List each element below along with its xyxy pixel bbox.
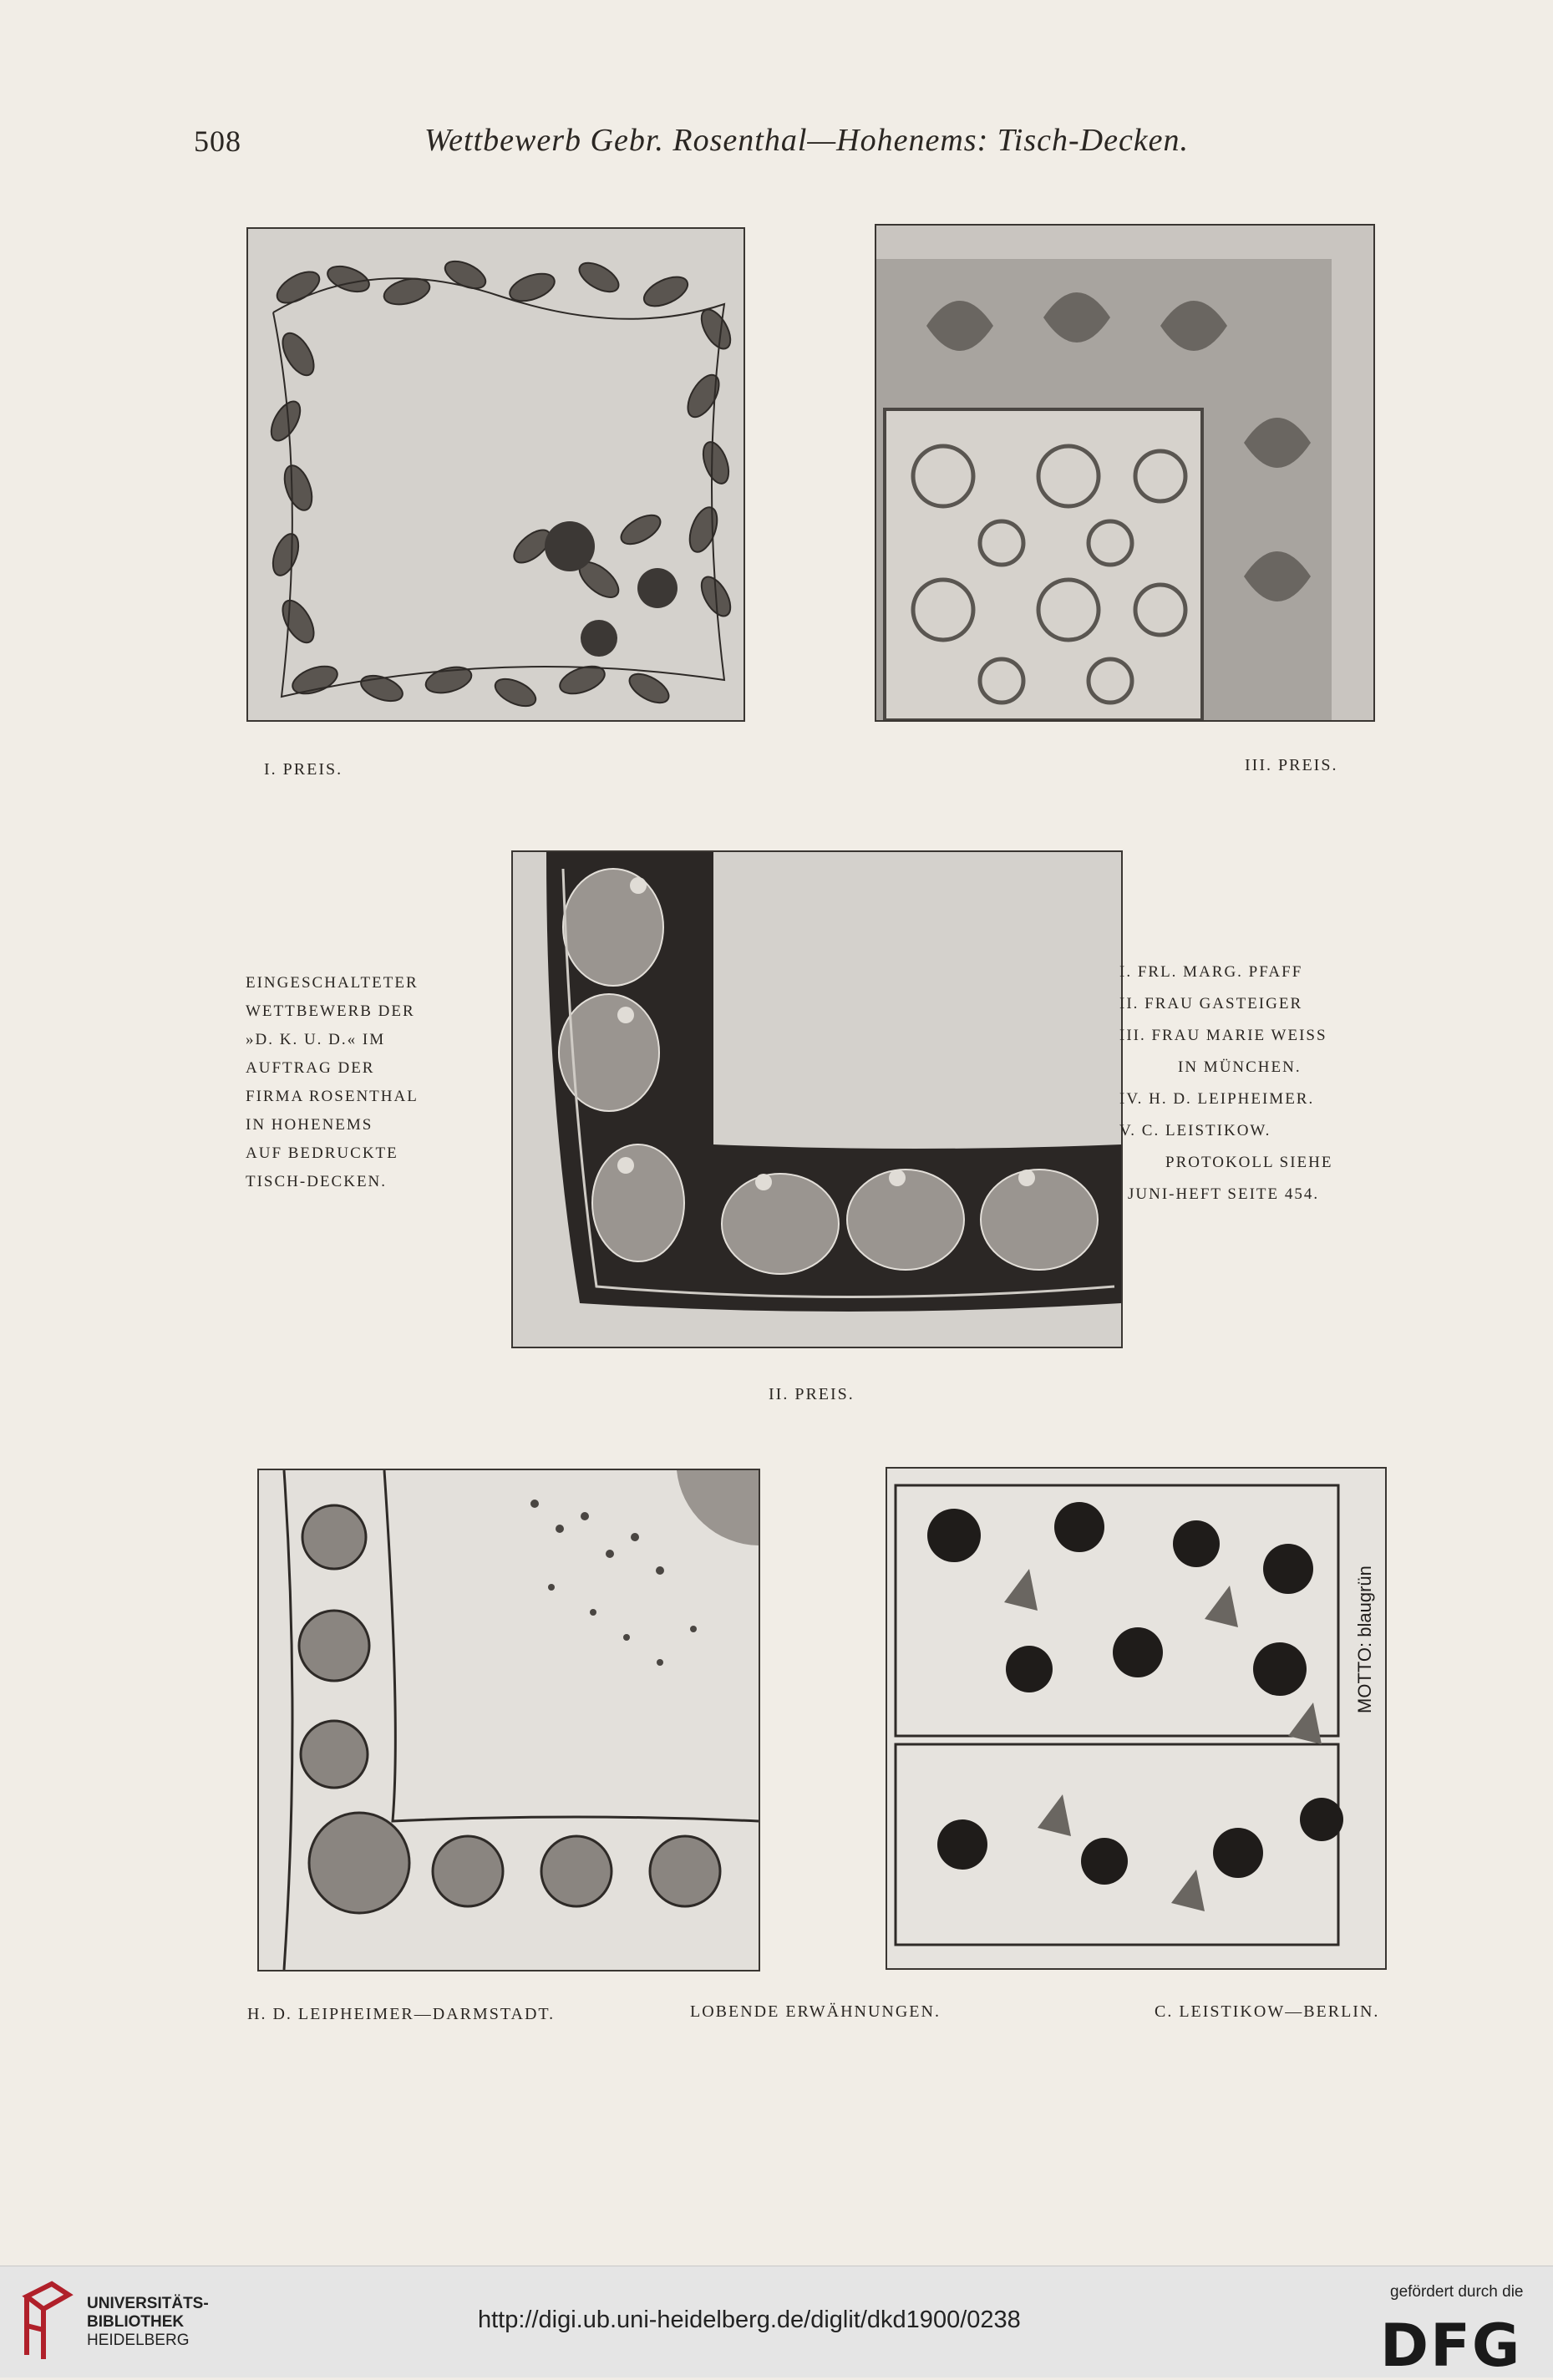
winner-line: II. FRAU GASTEIGER [1119,995,1303,1012]
winner-line: IV. H. D. LEIPHEIMER. [1119,1090,1315,1108]
plate-leistikow [886,1467,1387,1970]
dfg-logo: DFG [1380,2311,1522,2380]
plate-first-prize [246,227,745,722]
motto-inscription: MOTTO: blaugrün [1354,1566,1375,1713]
flower-border-pattern [887,1469,1385,1968]
caption-second-prize: II. PREIS. [769,1385,855,1403]
caption-honorable-mentions: LOBENDE ERWÄHNUNGEN. [690,2002,941,2021]
description-line: »D. K. U. D.« IM [246,1031,386,1048]
competition-description [246,969,513,1196]
caption-third-prize: III. PREIS. [1245,756,1338,774]
protocol-line: JUNI-HEFT SEITE 454. [1128,1185,1320,1203]
library-name-line: HEIDELBERG [87,2332,190,2349]
caption-leistikow: C. LEISTIKOW—BERLIN. [1155,2002,1380,2021]
description-line: AUF BEDRUCKTE [246,1144,398,1162]
dancers-border-pattern [513,852,1121,1347]
library-name-line: UNIVERSITÄTS- [87,2295,209,2312]
library-name-line: BIBLIOTHEK [87,2313,185,2331]
plate-second-prize [511,850,1123,1348]
circle-ornament-pattern [259,1470,759,1970]
prize-winners-list [1119,957,1437,1210]
description-line: EINGESCHALTETER [246,974,419,992]
page-title: Wettbewerb Gebr. Rosenthal—Hohenems: Tisch-Decken. [424,123,1190,158]
university-library-logo-icon [18,2280,75,2363]
protocol-line: PROTOKOLL SIEHE [1165,1154,1333,1171]
page-number: 508 [194,124,241,158]
motto-inscription-wrap [1348,1502,1382,1719]
caption-first-prize: I. PREIS. [264,760,343,779]
description-line: FIRMA ROSENTHAL [246,1088,419,1105]
permalink-url[interactable]: http://digi.ub.uni-heidelberg.de/diglit/dkd1900/0238 [478,2306,1021,2333]
plate-leipheimer [257,1469,760,1971]
description-line: IN HOHENEMS [246,1116,373,1134]
winner-line: I. FRL. MARG. PFAFF [1119,963,1303,981]
description-line: WETTBEWERB DER [246,1002,415,1020]
caption-leipheimer: H. D. LEIPHEIMER—DARMSTADT. [247,2005,556,2023]
digitization-footer [0,2266,1553,2380]
library-name [87,2295,209,2350]
winner-line: III. FRAU MARIE WEISS [1119,1027,1327,1044]
ornamental-square-pattern [876,226,1373,720]
description-line: AUFTRAG DER [246,1059,375,1077]
winner-line: IN MÜNCHEN. [1178,1058,1302,1076]
funding-label: gefördert durch die [1390,2283,1524,2301]
leaf-border-pattern [248,229,744,720]
winner-line: V. C. LEISTIKOW. [1119,1122,1271,1139]
description-line: TISCH-DECKEN. [246,1173,388,1190]
plate-third-prize [875,224,1375,722]
